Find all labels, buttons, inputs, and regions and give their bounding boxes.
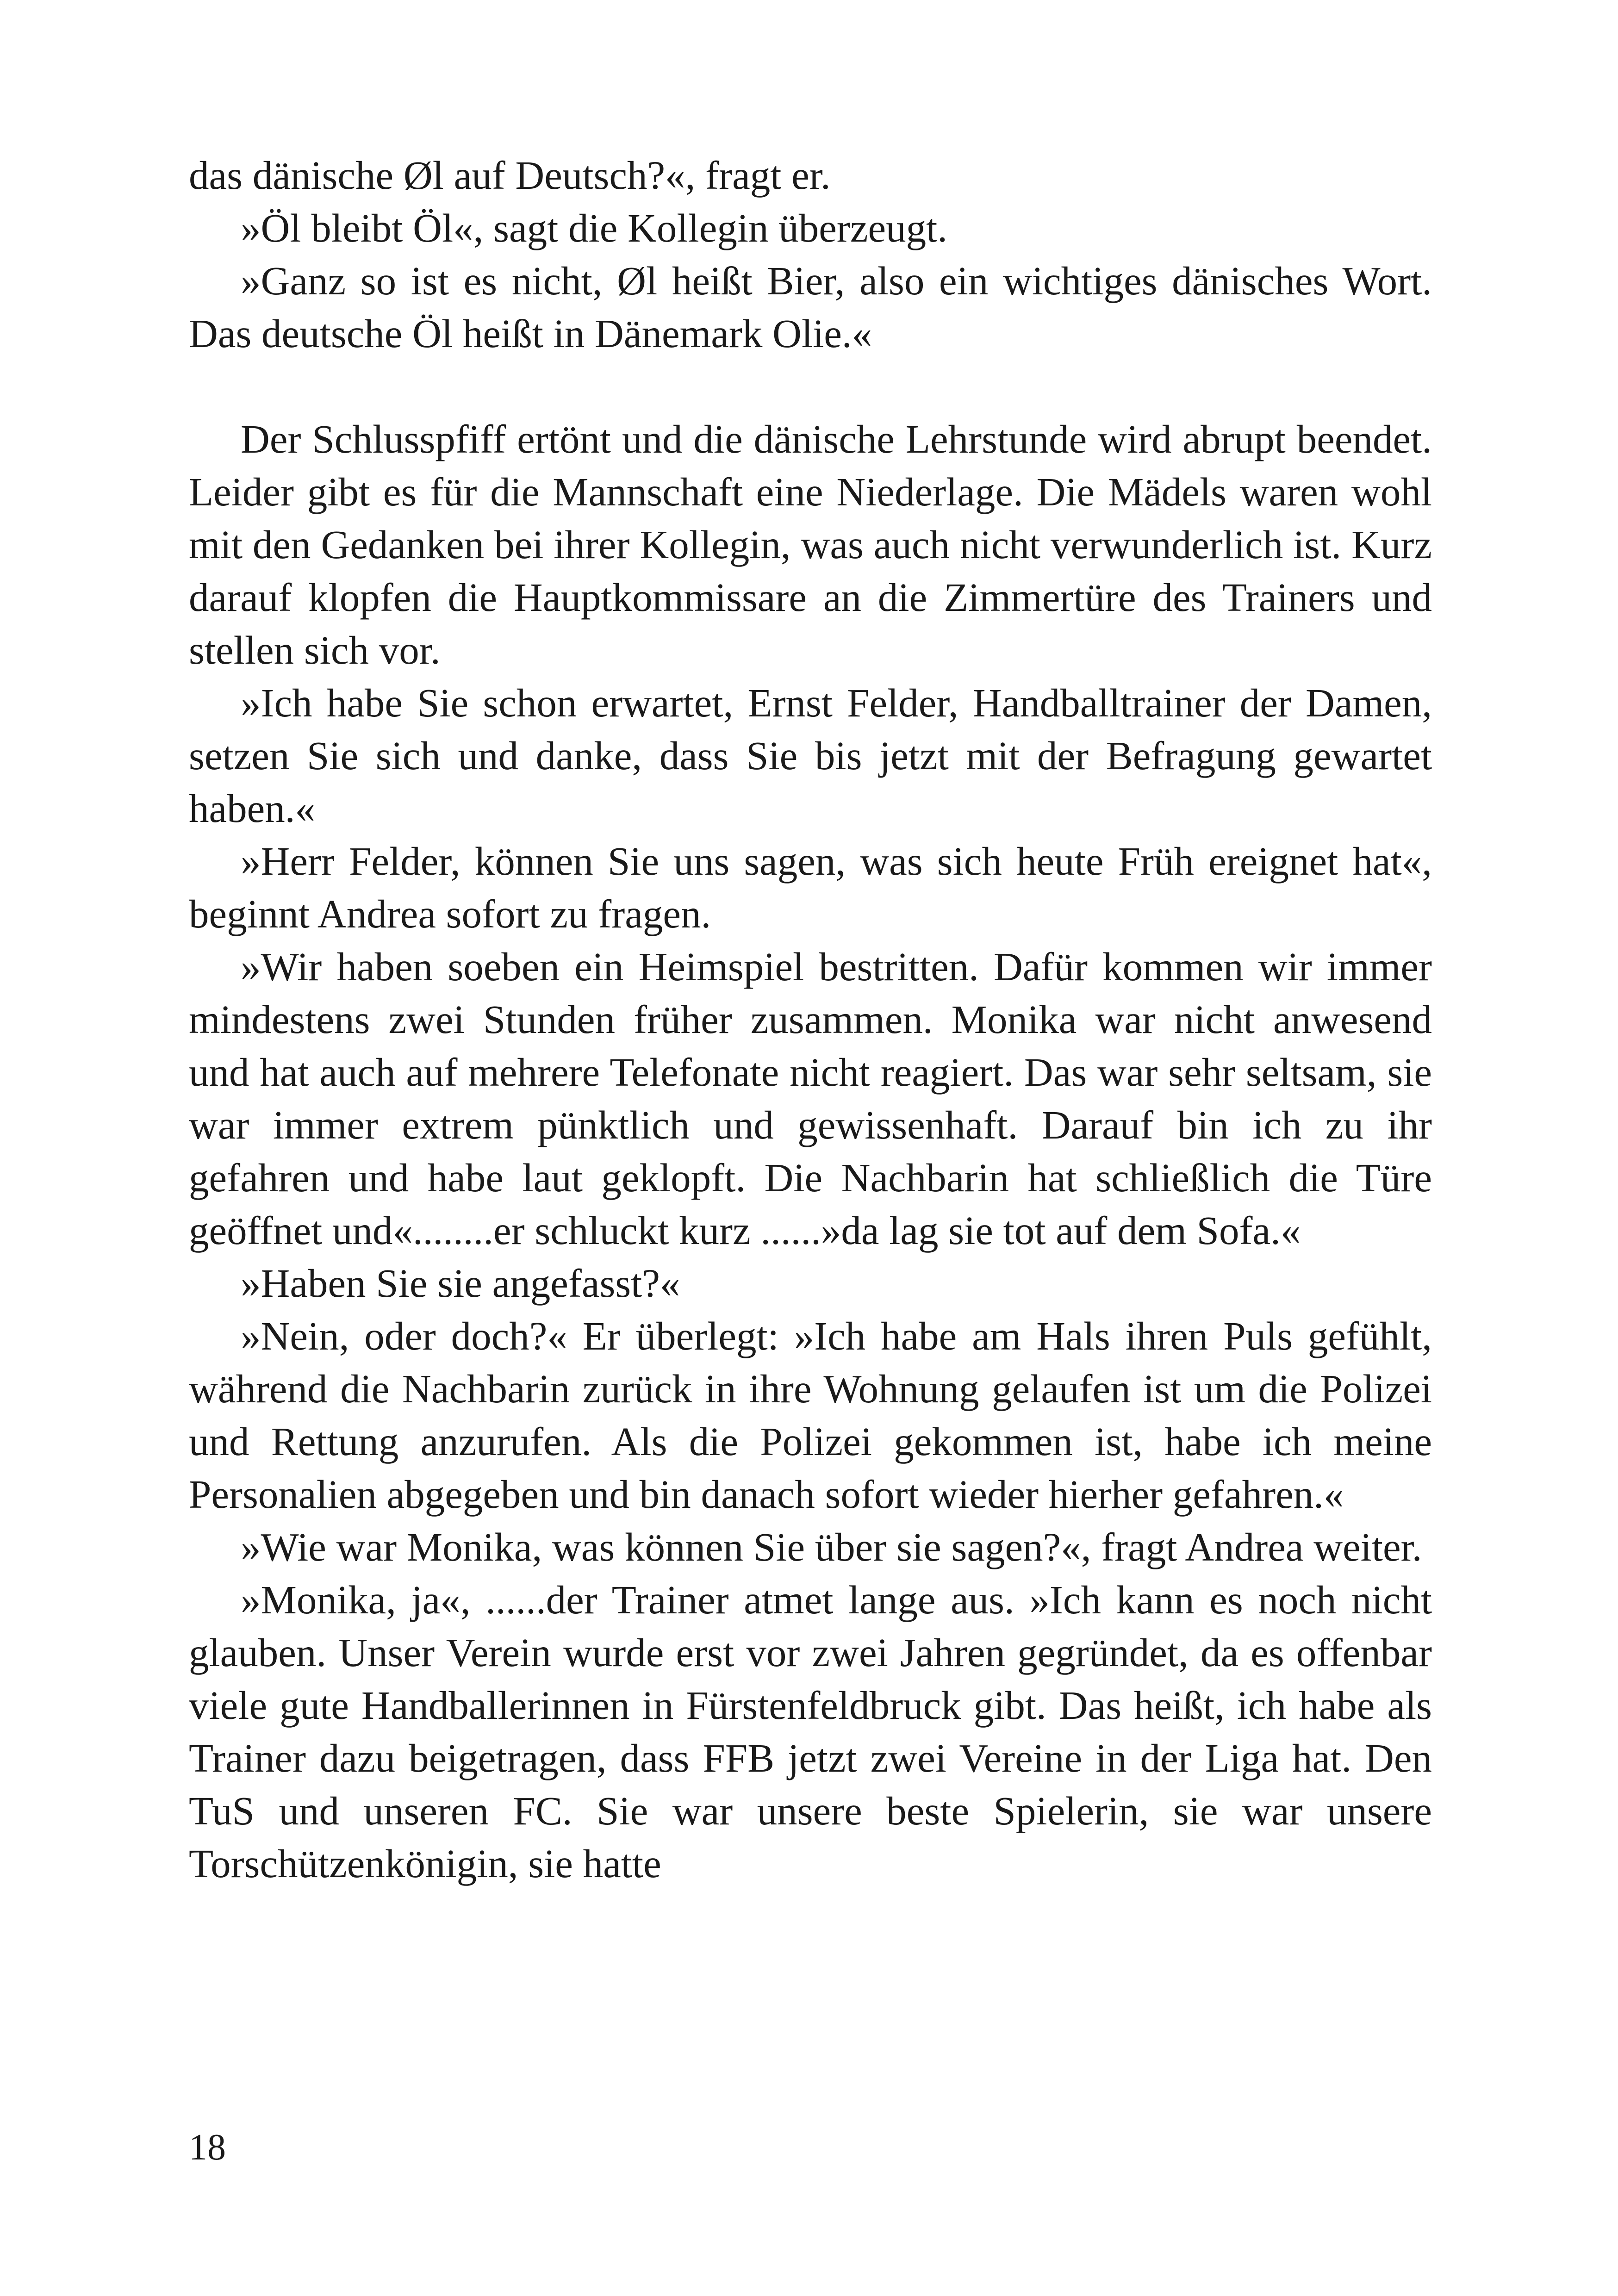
paragraph: »Ich habe Sie schon erwartet, Ernst Felder, Handballtrainer der Damen, setzen Sie sich und danke, dass Sie bis jetzt mit der Befragung gewartet haben.« [189, 680, 1432, 831]
page-number: 18 [189, 2127, 226, 2168]
body-text [189, 149, 1432, 1890]
paragraph: »Nein, oder doch?« Er überlegt: »Ich habe am Hals ihren Puls gefühlt, während die Nachbarin zurück in ihre Wohnung gelaufen ist um die Polizei und Rettung anzurufen. Als die Polizei gekommen ist, habe ich meine Personalien abgegeben und bin danach sofort wieder hierher gefahren.« [189, 1313, 1432, 1517]
paragraph: »Ganz so ist es nicht, Øl heißt Bier, also ein wichtiges dänisches Wort. Das deutsche Öl heißt in Dänemark Olie.« [189, 258, 1432, 356]
paragraph: »Wie war Monika, was können Sie über sie sagen?«, fragt Andrea weiter. [241, 1524, 1422, 1569]
paragraph: »Monika, ja«, ......der Trainer atmet lange aus. »Ich kann es noch nicht glauben. Unser Verein wurde erst vor zwei Jahren gegründet, da es offenbar viele gute Handballerinnen in Fürstenfeldbruck gibt. Das heißt, ich habe als Trainer dazu beigetragen, dass FFB jetzt zwei Vereine in der Liga hat. Den TuS und unseren FC. Sie war unsere beste Spielerin, sie war unsere Torschützenkönigin, sie hatte [189, 1577, 1432, 1886]
paragraph: »Wir haben soeben ein Heimspiel bestritten. Dafür kommen wir immer mindestens zwei Stunden früher zusammen. Monika war nicht anwesend und hat auch auf mehrere Telefonate nicht reagiert. Das war sehr seltsam, sie war immer extrem pünktlich und gewissenhaft. Darauf bin ich zu ihr gefahren und habe laut geklopft. Die Nachbarin hat schließlich die Türe geöffnet und«........er schluckt kurz ......»da lag sie tot auf dem Sofa.« [189, 944, 1432, 1253]
paragraph: das dänische Øl auf Deutsch?«, fragt er. [189, 153, 831, 198]
paragraph: »Öl bleibt Öl«, sagt die Kollegin überzeugt. [241, 205, 948, 250]
paragraph: »Haben Sie sie angefasst?« [241, 1261, 680, 1306]
paragraph: »Herr Felder, können Sie uns sagen, was sich heute Früh ereignet hat«, beginnt Andrea sofort zu fragen. [189, 839, 1432, 936]
paragraph: Der Schlusspfiff ertönt und die dänische Lehrstunde wird abrupt beendet. Leider gibt es für die Mannschaft eine Niederlage. Die Mädels waren wohl mit den Gedanken bei ihrer Kollegin, was auch nicht verwunderlich ist. Kurz darauf klopfen die Hauptkommissare an die Zimmertüre des Trainers und stellen sich vor. [189, 417, 1432, 672]
